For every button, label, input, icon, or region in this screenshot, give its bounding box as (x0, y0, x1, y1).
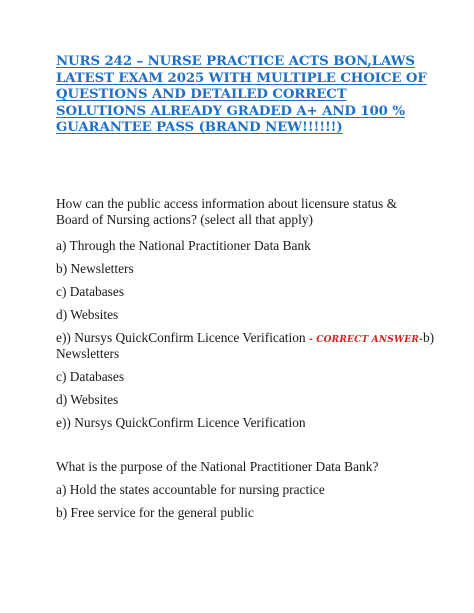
answer-line-1-continued: Newsletters (56, 346, 120, 361)
question-1-option-a: a) Through the National Practitioner Data Bank (56, 238, 311, 253)
correct-answer-label: - CORRECT ANSWER- (308, 335, 423, 345)
question-1-option-e: e)) Nursys QuickConfirm Licence Verification (56, 330, 309, 345)
question-1-option-c: c) Databases (56, 284, 125, 299)
answer-line-2: c) Databases (56, 369, 125, 384)
question-1-prompt: How can the public access information about licensure status & Board of Nursing actions? (select all that apply) (56, 196, 397, 227)
question-1-option-b: b) Newsletters (56, 261, 134, 276)
answer-line-4: e)) Nursys QuickConfirm Licence Verification (56, 415, 306, 430)
question-2-option-a: a) Hold the states accountable for nursing practice (56, 482, 325, 497)
question-1-option-d: d) Websites (56, 307, 119, 322)
answer-line-1: b) (422, 330, 435, 345)
answer-line-3: d) Websites (56, 392, 119, 407)
question-2-option-b: b) Free service for the general public (56, 505, 254, 520)
question-2-prompt: What is the purpose of the National Practitioner Data Bank? (56, 459, 379, 474)
document-title: NURS 242 – NURSE PRACTICE ACTS BON,LAWS LATEST EXAM 2025 WITH MULTIPLE CHOICE OF QUESTIONS AND DETAILED CORRECT SOLUTIONS ALREADY GRADED A+ AND 100 % GUARANTEE PASS (BRAND NEW!!!!!!) (56, 54, 427, 136)
